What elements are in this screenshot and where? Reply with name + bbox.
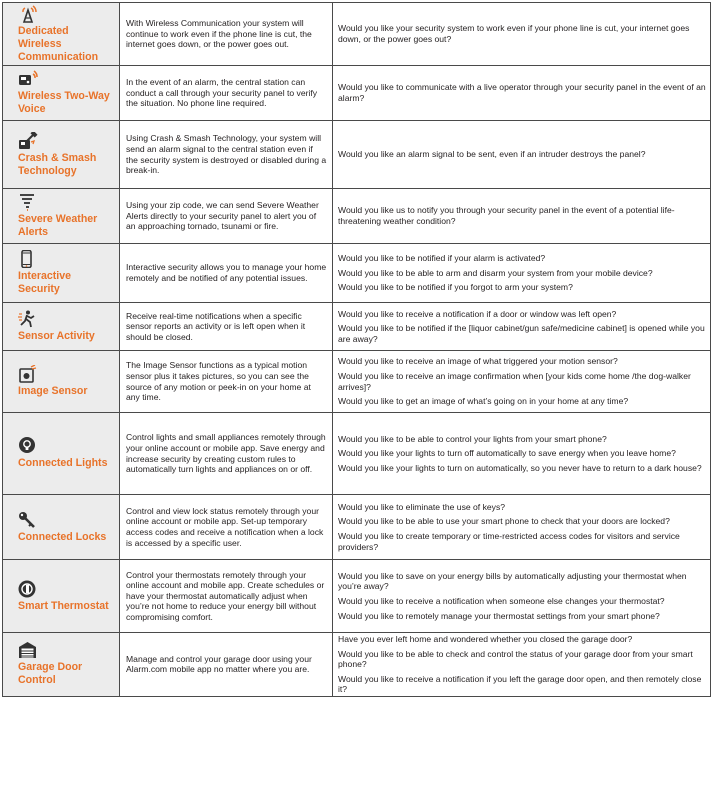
question-text: Would you like your lights to turn on automatically, so you never have to return to a dark house? — [338, 462, 702, 473]
feature-description: Manage and control your garage door using your Alarm.com mobile app no matter where you are. — [120, 633, 333, 697]
feature-name: Wireless Two-Way Voice — [18, 90, 110, 115]
question-text: Would you like to receive a notification if a door or window was left open? — [338, 308, 617, 319]
feature-cell — [3, 121, 120, 189]
question-text: Would you like to be notified if you forgot to arm your system? — [338, 282, 573, 293]
feature-name: Smart Thermostat — [18, 599, 109, 612]
feature-row — [3, 244, 711, 303]
feature-description: Control lights and small appliances remotely through your online account or mobile app. Save energy and increase security by creating custom rules to automatically turn lights and appliances on or off. — [120, 413, 333, 495]
intercom-speaker-icon — [18, 70, 38, 88]
smartphone-icon — [18, 250, 38, 268]
feature-questions — [333, 121, 711, 189]
feature-row — [3, 413, 711, 495]
feature-cell — [3, 66, 120, 121]
feature-row — [3, 3, 711, 66]
image-sensor-camera-icon — [18, 365, 38, 383]
thermostat-icon — [18, 580, 38, 598]
question-text: Would you like to create temporary or time-restricted access codes for visitors and service providers? — [338, 531, 680, 552]
feature-questions — [333, 3, 711, 66]
question-text: Would you like us to notify you through your security panel in the event of a potential life-threatening weather condition? — [338, 205, 675, 226]
feature-row — [3, 121, 711, 189]
question-text: Would you like to eliminate the use of keys? — [338, 501, 506, 512]
question-text: Would you like your lights to turn off automatically to save energy when you leave home? — [338, 448, 676, 459]
feature-questions — [333, 351, 711, 413]
feature-cell — [3, 633, 120, 697]
feature-cell — [3, 303, 120, 351]
question-text: Would you like to be able to control your lights from your smart phone? — [338, 433, 607, 444]
feature-row — [3, 351, 711, 413]
question-text: Would you like to receive a notification when someone else changes your thermostat? — [338, 596, 665, 606]
feature-description: Receive real-time notifications when a specific sensor reports an activity or is left open when it should be closed. — [120, 303, 333, 351]
question-text: Would you like to receive an image of what triggered your motion sensor? — [338, 356, 618, 367]
feature-name: Connected Locks — [18, 530, 107, 543]
feature-name: Garage Door Control — [18, 661, 83, 687]
question-text: Would you like to be notified if your alarm is activated? — [338, 253, 546, 264]
question-text: Would you like an alarm signal to be sent, even if an intruder destroys the panel? — [338, 149, 646, 160]
feature-questions — [333, 413, 711, 495]
feature-description: In the event of an alarm, the central station can conduct a call through your security panel to verify the situation. No phone line required. — [120, 66, 333, 121]
feature-questions — [333, 495, 711, 560]
question-text: Would you like to communicate with a live operator through your security panel in the event of an alarm? — [338, 82, 706, 103]
feature-questions — [333, 244, 711, 303]
question-text: Would you like to get an image of what’s going on in your home at any time? — [338, 396, 629, 407]
feature-row — [3, 303, 711, 351]
feature-questions — [333, 303, 711, 351]
feature-row — [3, 495, 711, 560]
feature-questions — [333, 189, 711, 244]
motion-sensor-icon — [18, 310, 38, 328]
feature-row — [3, 189, 711, 244]
feature-name: Image Sensor — [18, 385, 88, 397]
question-text: Would you like to be able to arm and disarm your system from your mobile device? — [338, 267, 653, 278]
feature-name: Crash & Smash Technology — [18, 151, 97, 177]
feature-description: The Image Sensor functions as a typical motion sensor plus it takes pictures, so you can see the source of any motion or peek-in on your home at any time. — [120, 351, 333, 413]
feature-name: Interactive Security — [18, 270, 71, 295]
feature-row — [3, 66, 711, 121]
feature-questions — [333, 633, 711, 697]
question-text: Would you like your security system to work even if your phone line is cut, your internet goes down, or the power goes out? — [338, 23, 690, 44]
light-bulb-icon — [18, 437, 38, 455]
feature-row — [3, 560, 711, 633]
feature-description: Using your zip code, we can send Severe Weather Alerts directly to your security panel to alert you of an approaching tornado, tsunami or fire. — [120, 189, 333, 244]
feature-questions — [333, 66, 711, 121]
feature-cell — [3, 560, 120, 633]
tornado-icon — [18, 193, 38, 211]
feature-questions — [333, 560, 711, 633]
feature-name: Severe Weather Alerts — [18, 213, 98, 238]
feature-name: Dedicated Wireless Communication — [18, 24, 99, 63]
feature-row — [3, 633, 711, 697]
feature-cell — [3, 413, 120, 495]
key-icon — [18, 511, 38, 529]
feature-cell — [3, 3, 120, 66]
question-text: Would you like to receive an image confirmation when [your kids come home /the dog-walker arrives]? — [338, 370, 691, 392]
feature-description: Interactive security allows you to manage your home remotely and be notified of any potential issues. — [120, 244, 333, 303]
feature-description: Control your thermostats remotely through your online account and mobile app. Create schedules or have your thermostat automatically adjust when you’re not home to reduce your energy bill without compromising comfort. — [120, 560, 333, 633]
wireless-tower-icon — [18, 5, 38, 23]
feature-description: Using Crash & Smash Technology, your system will send an alarm signal to the central station even if the security system is destroyed or disabled during a break-in. — [120, 121, 333, 189]
question-text: Would you like to be able to check and control the status of your garage door from your smart phone? — [338, 648, 693, 670]
feature-cell — [3, 244, 120, 303]
feature-table — [2, 2, 711, 697]
feature-cell — [3, 495, 120, 560]
question-text: Would you like to be able to use your smart phone to check that your doors are locked? — [338, 516, 670, 527]
feature-description: With Wireless Communication your system will continue to work even if the phone line is cut, the internet goes down, or the power goes out. — [120, 3, 333, 66]
feature-cell — [3, 351, 120, 413]
feature-name: Connected Lights — [18, 457, 108, 469]
feature-description: Control and view lock status remotely through your online account or mobile app. Set-up temporary access codes and receive a notification when a lock is accessed by a specific user. — [120, 495, 333, 560]
feature-cell — [3, 189, 120, 244]
hammer-smash-icon — [18, 132, 38, 150]
question-text: Would you like to receive a notification if you left the garage door open, and then remotely close it? — [338, 673, 702, 695]
garage-door-icon — [18, 641, 38, 659]
feature-name: Sensor Activity — [18, 330, 95, 342]
question-text: Would you like to be notified if the [liquor cabinet/gun safe/medicine cabinet] is opened while you are away? — [338, 323, 705, 344]
question-text: Would you like to remotely manage your thermostat settings from your smart phone? — [338, 610, 660, 621]
question-text: Have you ever left home and wondered whether you closed the garage door? — [338, 634, 633, 644]
feature-table-body — [3, 3, 711, 697]
question-text: Would you like to save on your energy bills by automatically adjusting your thermostat when you’re away? — [338, 570, 687, 592]
